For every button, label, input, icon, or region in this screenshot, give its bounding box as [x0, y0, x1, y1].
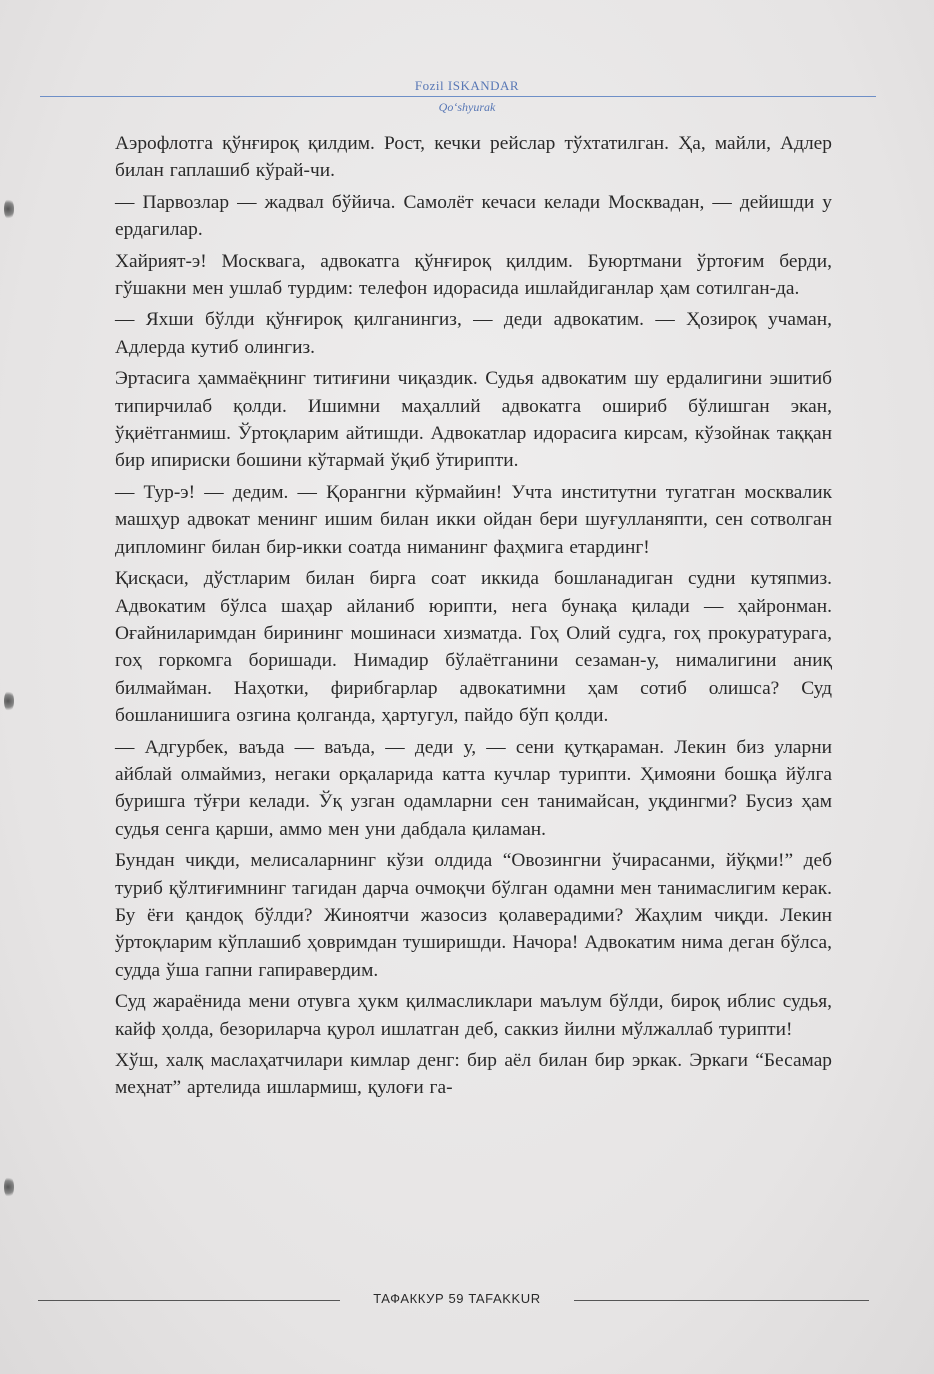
paragraph: Хўш, халқ маслаҳатчилари кимлар денг: бир аёл билан бир эркак. Эркаги “Бесамар меҳнат” артелида ишлармиш, қулоғи га-	[115, 1050, 832, 1099]
paragraph: Бундан чиқди, мелисаларнинг кўзи олдида “Овозингни ўчирасанми, йўқми!” деб туриб қўлтиғимнинг тагидан дарча очмоқчи бўлган одамни мен танимаслигим керак. Бу ёғи қандоқ бўлди? Жиноятчи жазосиз қолаверадими? Жаҳлим чиқди. Лекин ўртоқларим кўплашиб ҳовримдан туширишди. Начора! Адвокатим нима деган бўлса, судда ўша гапни гапиравердим.	[115, 850, 832, 981]
paragraph: — Яхши бўлди қўнғироқ қилганингиз, — деди адвокатим. — Ҳозироқ учаман, Адлерда кутиб олингиз.	[115, 309, 832, 358]
header-title: Qo‘shyurak	[438, 100, 496, 114]
paragraph: Аэрофлотга қўнғироқ қилдим. Рост, кечки рейслар тўхтатилган. Ҳа, майли, Адлер билан гаплашиб кўрай-чи.	[115, 133, 832, 182]
header-author: Fozil ISKANDAR	[414, 78, 520, 93]
paragraph: Хайрият-э! Москвага, адвокатга қўнғироқ қилдим. Буюртмани ўртоғим берди, гўшакни мен ушлаб турдим: телефон идорасида ишлайдиганлар ҳам сотилган-да.	[115, 250, 832, 300]
paragraph: — Адгурбек, ваъда — ваъда, — деди у, — сени қутқараман. Лекин биз уларни айблай олмаймиз, негаки орқаларида катта кучлар турипти. Ҳимояни бошқа йўлга буришга тўғри келади. Ўқ узган одамларни сен танимайсан, уқдингми? Бусиз ҳам судья сенга қарши, аммо мен уни дабдала қиламан.	[115, 736, 832, 840]
paragraph: — Тур-э! — дедим. — Қорангни кўрмайин! Учта институтни тугатган москвалик машҳур адвокат менинг ишим билан икки ойдан бери шуғулланяпти, сен сотволган дипломинг билан бир-икки соатда ниманинг фаҳмига етардинг!	[115, 481, 832, 558]
footer-rule-left	[38, 1300, 340, 1301]
paragraph: — Парвозлар — жадвал бўйича. Самолёт кечаси келади Москвадан, — дейишди у ердагилар.	[115, 191, 832, 241]
footer-page-number: ТАФАККУР 59 TAFAKKUR	[373, 1291, 541, 1306]
binder-hole	[4, 1176, 14, 1198]
binder-hole	[4, 690, 14, 712]
binder-hole	[4, 198, 14, 220]
paragraph: Эртасига ҳаммаёқнинг титиғини чиқаздик. Судья адвокатим шу ердалигини эшитиб типирчилаб қолди. Ишимни маҳаллий адвокатга ошириб бўлишган экан, ўқиётганмиш. Ўртоқларим айтишди. Адвокатлар идорасига кирсам, кўзойнак таққан бир ипириски бошини кўтармай ўқиб ўтирипти.	[115, 368, 832, 472]
paragraph: Суд жараёнида мени отувга ҳукм қилмасликлари маълум бўлди, бироқ иблис судья, кайф ҳолда, безориларча қурол ишлатган деб, саккиз йилни мўлжаллаб турипти!	[115, 991, 832, 1040]
body-text	[115, 130, 832, 1106]
paragraph: Қисқаси, дўстларим билан бирга соат иккида бошланадиган судни кутяпмиз. Адвокатим бўлса шаҳар айланиб юрипти, нега бунақа қилади — ҳайронман. Оғайниларимдан бирининг мошинаси хизматда. Гоҳ Олий судга, гоҳ прокуратурага, гоҳ горкомга боришади. Нимадир бўлаётганини сезаман-у, нималигини аниқ билмайман. Наҳотки, фирибгарлар адвокатимни ҳам сотиб олишса? Суд бошланишига озгина қолганда, ҳартугул, пайдо бўп қолди.	[115, 568, 832, 727]
footer-rule-right	[574, 1300, 869, 1301]
header-rule	[40, 96, 876, 97]
